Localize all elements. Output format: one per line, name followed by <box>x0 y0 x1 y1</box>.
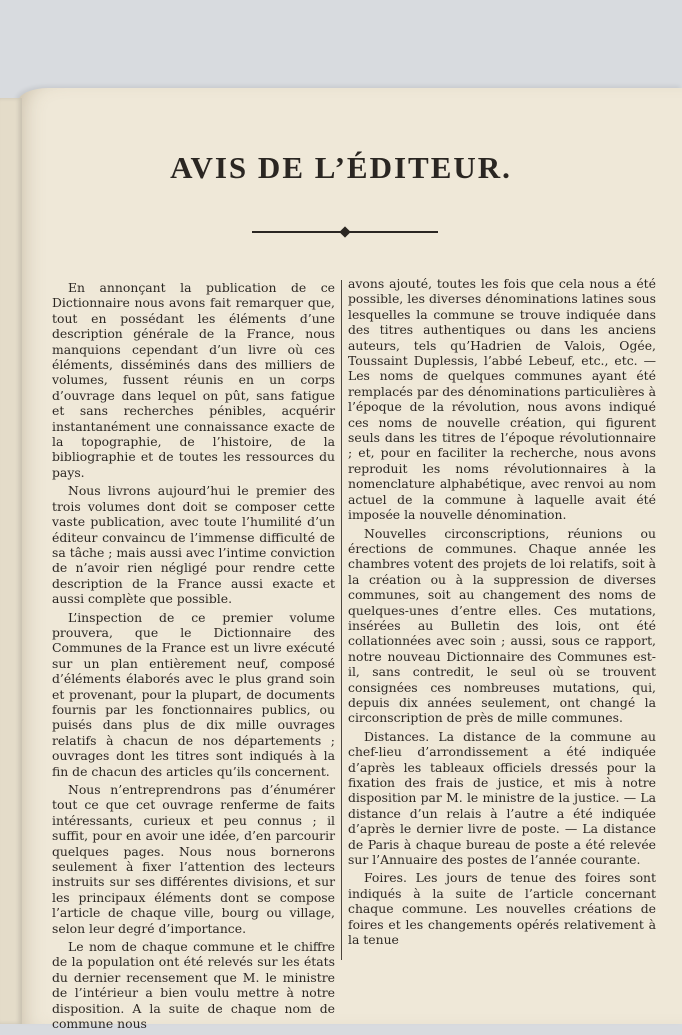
paragraph: En annonçant la publication de ce Dictionnaire nous avons fait remarquer que, tout en possédant les éléments d’une description générale de la France, nous manquions cependant d’un livre où ces éléments, disséminés dans des milliers de volumes, fussent réunis en un corps d’ouvrage dans lequel on pût, sans fatigue et sans recherches pénibles, acquérir instantanément une connaissance exacte de la topographie, de l’histoire, de la bibliographie et de toutes les ressources du pays. <box>52 280 335 480</box>
title-ornament-rule <box>252 231 438 233</box>
paragraph: avons ajouté, toutes les fois que cela nous a été possible, les diverses dénominations latines sous lesquelles la commune se trouve indiquée dans des titres authentiques ou dans les anciens auteurs, tels qu’Hadrien de Valois, Ogée, Toussaint Duplessis, l’abbé Lebeuf, etc., etc. — Les noms de quelques communes ayant été remplacés par des dénominations particulières à l’époque de la révolution, nous avons indiqué ces noms de nouvelle création, qui figurent seuls dans les titres de l’époque révolutionnaire ; et, pour en faciliter la recherche, nous avons reproduit les noms révolutionnaires à la nomenclature alphabétique, avec renvoi au nom actuel de la commune à laquelle avait été imposée la nouvelle dénomination. <box>348 276 656 523</box>
page-title: AVIS DE L’ÉDITEUR. <box>170 150 512 185</box>
page-edge <box>0 98 22 1024</box>
right-column <box>348 276 656 950</box>
paragraph: Nous livrons aujourd’hui le premier des trois volumes dont doit se composer cette vaste publication, avec toute l’humilité d’un éditeur convaincu de l’immense difficulté de sa tâche ; mais aussi avec l’intime conviction de n’avoir rien négligé pour rendre cette description de la France aussi exacte et aussi complète que possible. <box>52 483 335 607</box>
paragraph: Foires. Les jours de tenue des foires sont indiqués à la suite de l’article concernant chaque commune. Les nouvelles créations de foires et les changements opérés relativement à la tenue <box>348 870 656 948</box>
paragraph: Nouvelles circonscriptions, réunions ou érections de communes. Chaque année les chambres votent des projets de loi relatifs, soit à la création ou à la suppression de diverses communes, soit au changement des noms de quelques-unes d’entre elles. Ces mutations, insérées au Bulletin des lois, ont été collationnées avec soin ; aussi, sous ce rapport, notre nouveau Dictionnaire des Communes est-il, sans contredit, le seul où se trouvent consignées ces nombreuses mutations, qui, depuis dix années seulement, ont changé la circonscription de près de mille communes. <box>348 525 656 726</box>
paragraph: L’inspection de ce premier volume prouvera, que le Dictionnaire des Communes de la France est un livre exécuté sur un plan entièrement neuf, composé d’éléments élaborés avec le plus grand soin et provenant, pour la plupart, de documents fournis par les fonctionnaires publics, ou puisés dans plus de dix mille ouvrages relatifs à chacun de nos départements ; ouvrages dont les titres sont indiqués à la fin de chacun des articles qu’ils concernent. <box>52 609 335 779</box>
paragraph: Nous n’entreprendrons pas d’énumérer tout ce que cet ouvrage renferme de faits intéressants, curieux et peu connus ; il suffit, pour en avoir une idée, d’en parcourir quelques pages. Nous nous bornerons seulement à fixer l’attention des lecteurs instruits sur ses différentes divisions, et sur les principaux éléments dont se compose l’article de chaque ville, bourg ou village, selon leur degré d’importance. <box>52 782 335 936</box>
paragraph: Distances. La distance de la commune au chef-lieu d’arrondissement a été indiquée d’après les tableaux officiels dressés pour la fixation des frais de justice, et mis à notre disposition par M. le ministre de la justice. — La distance d’un relais à l’autre a été indiquée d’après le dernier livre de poste. — La distance de Paris à chaque bureau de poste a été relevée sur l’Annuaire des postes de l’année courante. <box>348 728 656 868</box>
paragraph: Le nom de chaque commune et le chiffre de la population ont été relevés sur les états du dernier recensement que M. le ministre de l’intérieur a bien voulu mettre à notre disposition. A la suite de chaque nom de commune nous <box>52 939 335 1032</box>
left-column <box>52 280 335 1035</box>
column-divider <box>341 280 342 960</box>
